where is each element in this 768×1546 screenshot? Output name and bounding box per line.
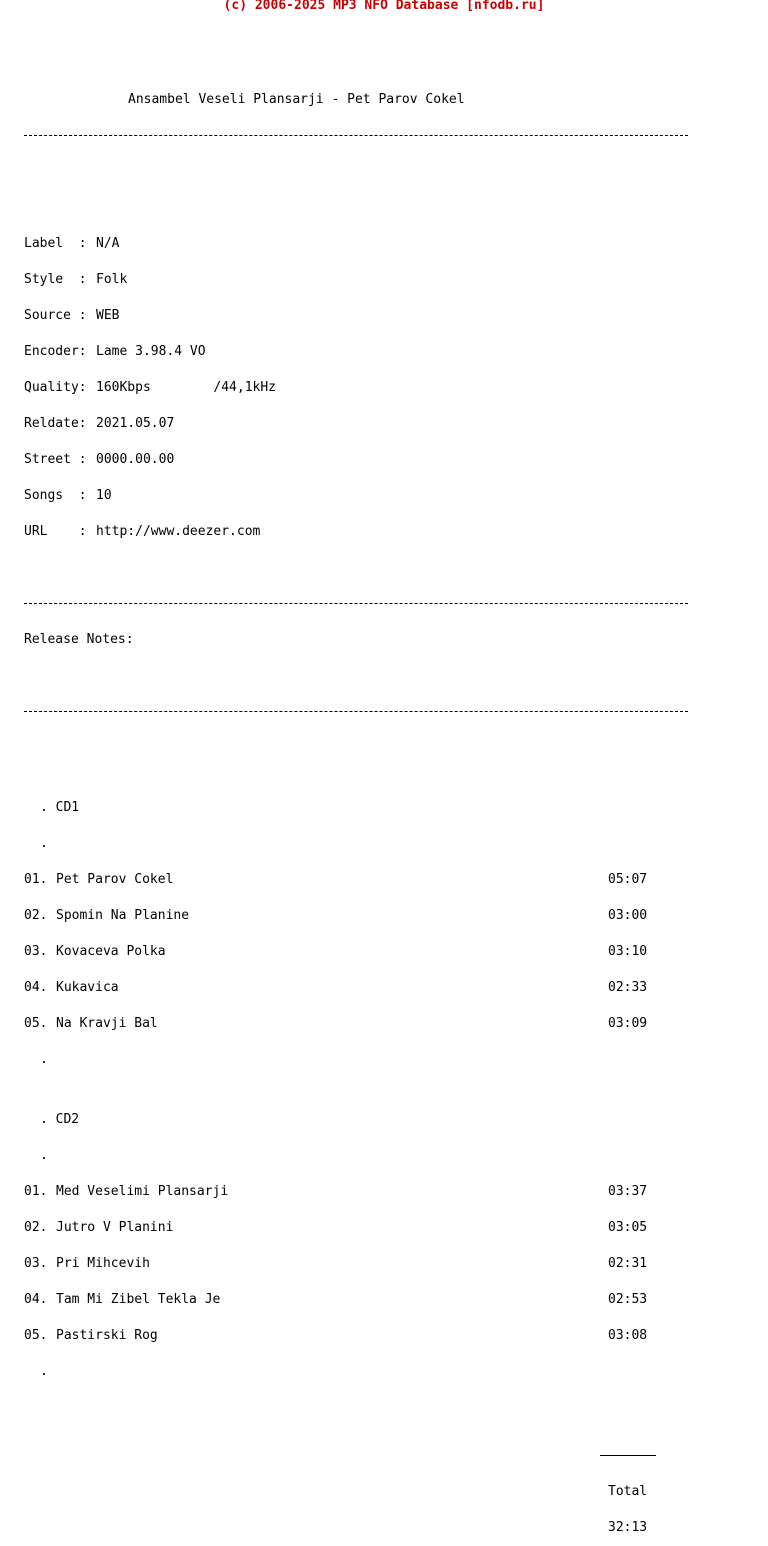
total-divider bbox=[24, 1450, 647, 1462]
track-row: 03. Pri Mihcevih 02:31 bbox=[24, 1256, 648, 1271]
track-row: 03. Kovaceva Polka 03:10 bbox=[24, 944, 648, 959]
field-encoder: Encoder: Lame 3.98.4 VO bbox=[24, 344, 206, 359]
field-reldate: Reldate: 2021.05.07 bbox=[24, 416, 175, 431]
track-row: 05. Pastirski Rog 03:08 bbox=[24, 1328, 648, 1343]
spacer-dot: . bbox=[40, 1364, 48, 1379]
release-notes-label: Release Notes: bbox=[24, 632, 134, 647]
total-duration: 32:13 bbox=[608, 1520, 648, 1535]
spacer-dot: . bbox=[40, 1052, 48, 1067]
track-row: 05. Na Kravji Bal 03:09 bbox=[24, 1016, 648, 1031]
field-quality: Quality: 160Kbps /44,1kHz bbox=[24, 380, 277, 395]
track-row: 02. Jutro V Planini 03:05 bbox=[24, 1220, 648, 1235]
field-songs: Songs : 10 bbox=[24, 488, 112, 503]
site-copyright-header: (c) 2006-2025 MP3 NFO Database [nfodb.ru] bbox=[223, 0, 545, 13]
field-source: Source : WEB bbox=[24, 308, 120, 323]
divider bbox=[24, 706, 647, 718]
field-label: Label : N/A bbox=[24, 236, 120, 251]
total-label: Total bbox=[608, 1484, 648, 1499]
disc-heading-cd2: . CD2 bbox=[40, 1112, 80, 1127]
divider bbox=[24, 598, 647, 610]
nfo-document bbox=[24, 34, 647, 1546]
release-title: Ansambel Veseli Plansarji - Pet Parov Cokel bbox=[128, 92, 465, 107]
field-url: URL : http://www.deezer.com bbox=[24, 524, 261, 539]
track-row: 01. Pet Parov Cokel 05:07 bbox=[24, 872, 648, 887]
disc-heading-cd1: . CD1 bbox=[40, 800, 80, 815]
spacer-dot: . bbox=[40, 836, 48, 851]
track-row: 01. Med Veselimi Plansarji 03:37 bbox=[24, 1184, 648, 1199]
track-row: 04. Tam Mi Zibel Tekla Je 02:53 bbox=[24, 1292, 648, 1307]
spacer-dot: . bbox=[40, 1148, 48, 1163]
track-row: 02. Spomin Na Planine 03:00 bbox=[24, 908, 648, 923]
field-street: Street : 0000.00.00 bbox=[24, 452, 175, 467]
info-fields bbox=[24, 214, 647, 562]
track-row: 04. Kukavica 02:33 bbox=[24, 980, 648, 995]
field-style: Style : Folk bbox=[24, 272, 128, 287]
divider bbox=[24, 130, 647, 142]
